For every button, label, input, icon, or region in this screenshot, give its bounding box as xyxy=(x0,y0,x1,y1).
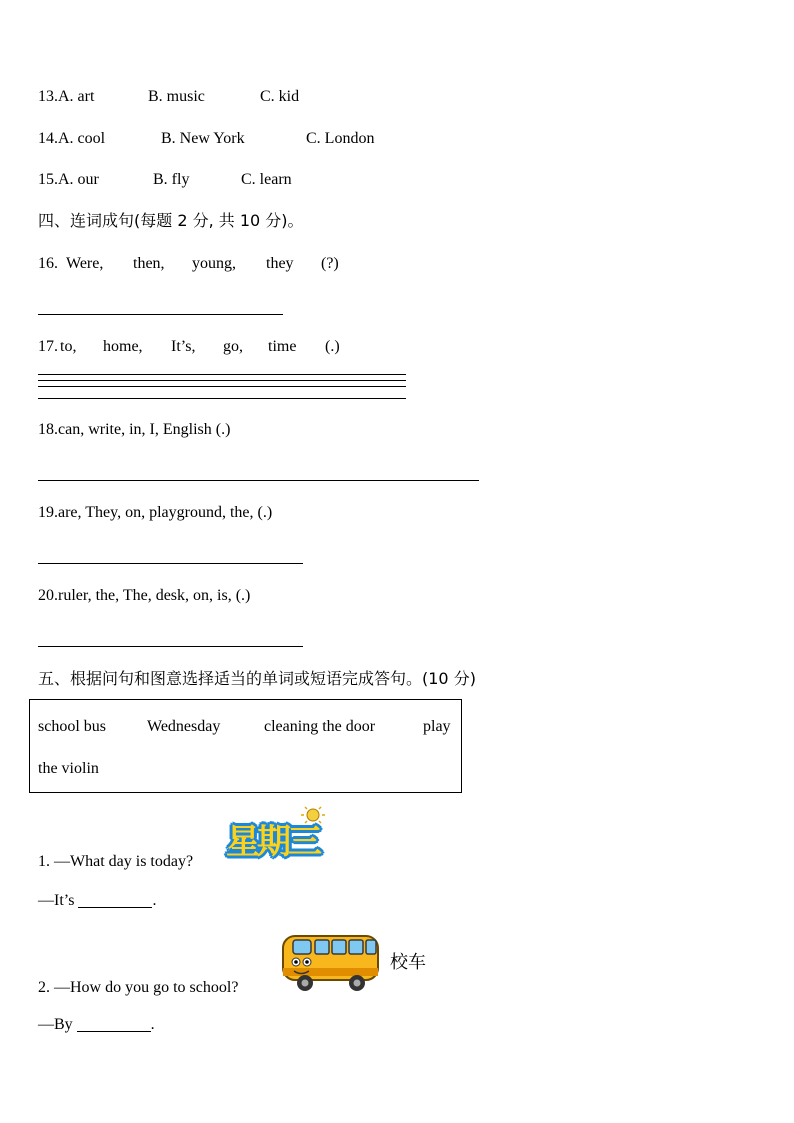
option-a: A. our xyxy=(58,171,99,188)
wednesday-picture xyxy=(226,806,338,868)
answer-line-17-b[interactable] xyxy=(38,380,406,381)
word-bank-item: the violin xyxy=(38,760,99,777)
question-number: 20. xyxy=(38,587,58,604)
school-bus-label: 校车 xyxy=(390,952,426,973)
words: can, write, in, I, English (.) xyxy=(58,421,231,438)
word: time xyxy=(268,338,297,355)
question-20 xyxy=(38,586,250,606)
word-bank-box xyxy=(29,699,462,793)
question-number: 14. xyxy=(38,130,58,147)
word: Were, xyxy=(66,255,104,272)
answer-line-19[interactable] xyxy=(38,563,303,564)
question-14 xyxy=(38,129,375,149)
section-5-title: 五、根据问句和图意选择适当的单词或短语完成答句。(10 分) xyxy=(38,669,476,688)
option-b: B. fly xyxy=(153,171,190,188)
word: then, xyxy=(133,255,165,272)
word: they xyxy=(266,255,294,272)
question-number: 19. xyxy=(38,504,58,521)
answer-suffix: . xyxy=(152,892,157,909)
word: go, xyxy=(223,338,243,355)
school-bus-picture xyxy=(281,930,381,994)
answer-suffix: . xyxy=(150,1016,155,1033)
question-15 xyxy=(38,170,292,190)
answer-line-17-d[interactable] xyxy=(38,398,406,399)
option-a: A. art xyxy=(58,88,95,105)
school-bus-icon xyxy=(281,930,381,994)
picture-question-2: 2. —How do you go to school? xyxy=(38,979,239,996)
picture-answer-2 xyxy=(38,1015,155,1035)
picture-question-1: 1. —What day is today? xyxy=(38,853,194,870)
question-number: 16. xyxy=(38,255,58,272)
word: young, xyxy=(192,255,236,272)
words: ruler, the, The, desk, on, is, (.) xyxy=(58,587,251,604)
word-bank-item: Wednesday xyxy=(147,718,221,735)
word: home, xyxy=(103,338,143,355)
answer-blank-1[interactable] xyxy=(78,891,152,908)
answer-line-16[interactable] xyxy=(38,314,283,315)
question-19 xyxy=(38,503,272,523)
word-bank-item: school bus xyxy=(38,718,106,735)
question-number: 13. xyxy=(38,88,58,105)
option-c: C. learn xyxy=(241,171,292,188)
section-4-title: 四、连词成句(每题 2 分, 共 10 分)。 xyxy=(38,211,304,230)
question-17 xyxy=(38,337,340,357)
word: It’s, xyxy=(171,338,196,355)
option-b: B. New York xyxy=(161,130,245,147)
question-16 xyxy=(38,254,339,274)
wednesday-image-text: 星期三 xyxy=(226,822,319,862)
answer-line-17-c[interactable] xyxy=(38,386,406,387)
question-number: 18. xyxy=(38,421,58,438)
option-b: B. music xyxy=(148,88,205,105)
answer-blank-2[interactable] xyxy=(77,1015,151,1032)
word: (?) xyxy=(321,255,339,272)
picture-answer-1 xyxy=(38,891,156,911)
question-number: 15. xyxy=(38,171,58,188)
option-a: A. cool xyxy=(58,130,106,147)
question-13 xyxy=(38,87,300,107)
question-18 xyxy=(38,420,230,440)
word: to, xyxy=(60,338,77,355)
option-c: C. kid xyxy=(260,88,300,105)
answer-prefix: —It’s xyxy=(38,892,75,909)
option-c: C. London xyxy=(306,130,375,147)
word-bank-item: cleaning the door xyxy=(264,718,376,735)
words: are, They, on, playground, the, (.) xyxy=(58,504,273,521)
word: (.) xyxy=(325,338,340,355)
answer-prefix: —By xyxy=(38,1016,73,1033)
question-number: 17. xyxy=(38,338,58,355)
word-bank-item: play xyxy=(423,718,451,735)
answer-line-20[interactable] xyxy=(38,646,303,647)
answer-line-18[interactable] xyxy=(38,480,479,481)
answer-line-17-a[interactable] xyxy=(38,374,406,375)
